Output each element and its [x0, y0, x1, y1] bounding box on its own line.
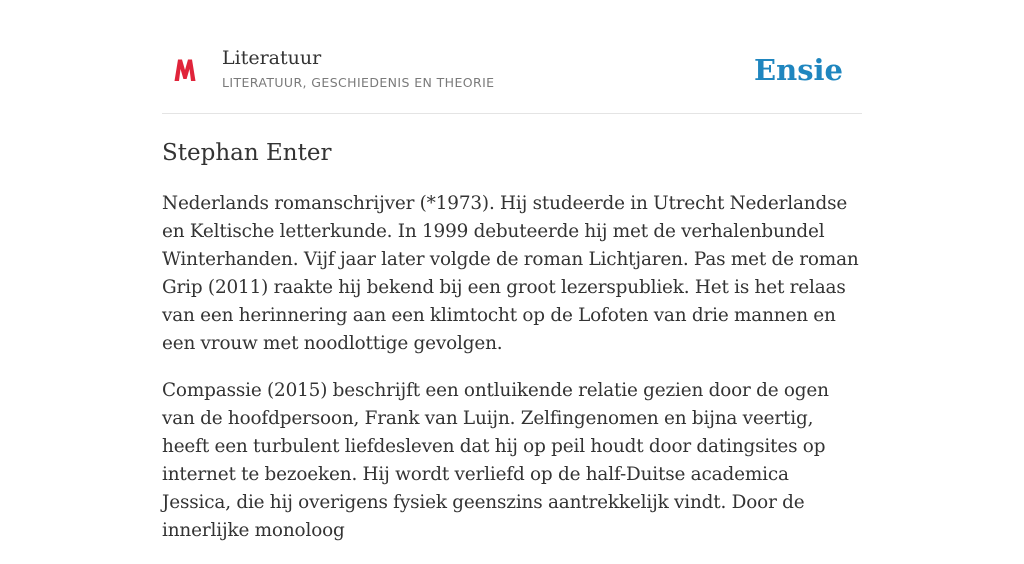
- article-title: Stephan Enter: [162, 140, 332, 166]
- ensie-brand-logo[interactable]: Ensie: [754, 53, 843, 87]
- article-paragraph: Compassie (2015) beschrijft een ontluikende relatie gezien door de ogen van de hoofdpersoon, Frank van Luijn. Zelfingenomen en bijna veertig, heeft een turbulent liefdesleven dat hij op peil houdt door datingsites op internet te bezoeken. Hij wordt verliefd op de half-Duitse academica Jessica, die hij overigens fysiek geenszins aantrekkelijk vindt. Door de innerlijke monoloog: [162, 380, 829, 541]
- article-paragraph: Nederlands romanschrijver (*1973). Hij studeerde in Utrecht Nederlandse en Keltische letterkunde. In 1999 debuteerde hij met de verhalenbundel Winterhanden. Vijf jaar later volgde de roman Lichtjaren. Pas met de roman Grip (2011) raakte hij bekend bij een groot lezerspubliek. Het is het relaas van een herinnering aan een klimtocht op de Lofoten van drie mannen en een vrouw met noodlottige gevolgen.: [162, 193, 859, 354]
- m-logo-icon[interactable]: [173, 57, 197, 83]
- site-title[interactable]: Literatuur: [222, 47, 322, 69]
- site-header: [162, 0, 862, 114]
- article-body: [162, 190, 862, 564]
- page-container: [162, 0, 862, 541]
- site-subtitle: LITERATUUR, GESCHIEDENIS EN THEORIE: [222, 75, 495, 90]
